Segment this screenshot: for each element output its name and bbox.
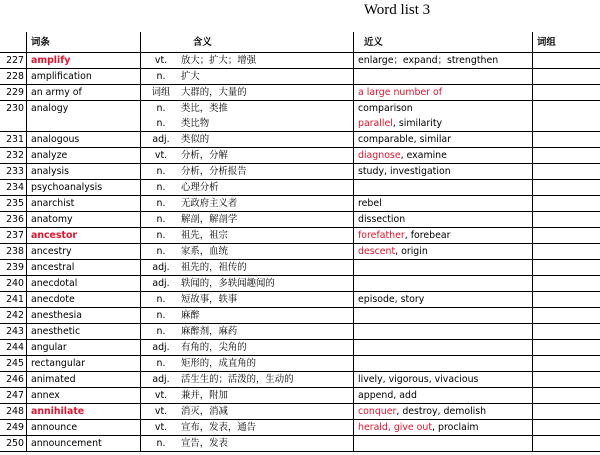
row-synonym [354,228,533,244]
row-synonym [354,180,533,196]
row-meaning: 有角的，尖角的 [181,340,354,356]
header-synonym: 近义 [354,32,533,53]
row-part-of-speech: adj. [141,132,182,148]
row-word [27,116,141,132]
table-row [0,101,600,117]
row-part-of-speech: n. [156,103,166,114]
row-word: ancestral [27,260,141,276]
row-meaning: 类比物 [181,116,354,132]
header-word: 词条 [27,32,141,53]
table-row [0,324,600,340]
row-meaning: 大群的，大量的 [181,85,354,101]
row-meaning: 宣布，发表，通告 [181,420,354,436]
row-part-of-speech: vt. [141,404,182,420]
row-part-of-speech: adj. [141,260,182,276]
row-word: amplification [27,69,141,85]
row-meaning: 分析，分解 [181,148,354,164]
row-number: 236 [0,212,27,228]
row-synonym: comparable, similar [354,132,533,148]
row-number: 242 [0,308,27,324]
table-row [0,228,600,244]
header-group: 词组 [533,32,600,53]
table-row [0,404,600,420]
row-part-of-speech: n. [141,436,182,452]
row-meaning: 祖先的，祖传的 [181,260,354,276]
row-group [533,101,600,117]
table-row [0,164,600,180]
synonym-rest: , proclaim [432,422,479,433]
table-row [0,196,600,212]
row-word: anarchist [27,196,141,212]
row-number: 228 [0,69,27,85]
row-group [533,340,600,356]
row-part-of-speech: n. [141,69,182,85]
row-synonym [354,324,533,340]
row-synonym [354,244,533,260]
table-row [0,69,600,85]
row-part-of-speech: adj. [141,340,182,356]
row-word: anecdote [27,292,141,308]
table-row [0,356,600,372]
table-row [0,308,600,324]
row-number: 248 [0,404,27,420]
row-number [0,116,27,132]
row-number: 240 [0,276,27,292]
row-group [533,324,600,340]
row-group [533,308,600,324]
row-synonym [354,276,533,292]
row-synonym [354,404,533,420]
row-number: 241 [0,292,27,308]
synonym-rest: , origin [395,246,428,257]
row-group [533,132,600,148]
row-meaning: 短故事，轶事 [181,292,354,308]
table-row [0,116,600,132]
table-header-row [0,32,600,53]
table-row [0,436,600,452]
table-row [0,260,600,276]
row-meaning: 无政府主义者 [181,196,354,212]
row-synonym: study, investigation [354,164,533,180]
row-group [533,116,600,132]
row-meaning: 活生生的；活泼的，生动的 [181,372,354,388]
row-group [533,212,600,228]
row-synonym [354,116,533,132]
synonym-rest: , destroy, demolish [396,406,487,417]
row-group [533,69,600,85]
row-word: anesthetic [27,324,141,340]
row-synonym [354,420,533,436]
row-number: 247 [0,388,27,404]
row-synonym: episode, story [354,292,533,308]
table-row [0,132,600,148]
row-group [533,276,600,292]
table-row [0,276,600,292]
row-number: 238 [0,244,27,260]
table-row [0,388,600,404]
row-synonym [354,356,533,372]
row-number: 239 [0,260,27,276]
table-row [0,212,600,228]
header-number [0,32,27,53]
row-group [533,388,600,404]
row-part-of-speech: vt. [141,388,182,404]
row-part-of-speech: n. [141,244,182,260]
row-word: anecdotal [27,276,141,292]
row-part-of-speech: n. [141,228,182,244]
synonym-rest: , forebear [404,230,451,241]
row-part-of-speech: vt. [141,53,182,69]
row-number: 232 [0,148,27,164]
row-meaning: 类似的 [181,132,354,148]
row-word: analyze [27,148,141,164]
row-meaning: 分析，分析报告 [181,164,354,180]
row-word: annex [27,388,141,404]
row-group [533,228,600,244]
row-part-of-speech: 词组 [141,85,182,101]
row-word: angular [27,340,141,356]
row-meaning: 轶闻的，多轶闻趣闻的 [181,276,354,292]
row-group [533,180,600,196]
table-row [0,85,600,101]
row-word: psychoanalysis [27,180,141,196]
row-part-of-speech: n. [141,356,182,372]
row-group [533,85,600,101]
row-synonym [354,148,533,164]
row-number: 250 [0,436,27,452]
row-synonym: lively, vigorous, vivacious [354,372,533,388]
row-word: anesthesia [27,308,141,324]
row-meaning: 放大；扩大；增强 [181,53,354,69]
row-number: 237 [0,228,27,244]
synonym-rest: , examine [400,150,447,161]
row-synonym: dissection [354,212,533,228]
row-meaning: 宣告，发表 [181,436,354,452]
row-group [533,436,600,452]
row-part-of-speech: n. [141,212,182,228]
page-title: Word list 3 [363,2,431,18]
row-meaning: 类比，类推 [181,101,354,117]
synonym-highlight: forefather [358,230,405,241]
row-synonym [354,260,533,276]
row-meaning: 消灭，消减 [181,404,354,420]
word-list-table [0,32,600,452]
row-number: 235 [0,196,27,212]
synonym-highlight: diagnose [358,150,401,161]
row-word: ancestry [27,244,141,260]
synonym-highlight: descent [358,246,396,257]
row-meaning: 祖先，祖宗 [181,228,354,244]
table-row [0,180,600,196]
synonym-rest: , similarity [392,118,443,129]
row-part-of-speech: n. [141,196,182,212]
row-number: 246 [0,372,27,388]
synonym-highlight: conquer [358,406,397,417]
table-row [0,372,600,388]
row-part-of-speech: adj. [141,372,182,388]
row-number: 233 [0,164,27,180]
row-meaning: 心理分析 [181,180,354,196]
header-pos [141,32,182,53]
row-word: an army of [27,85,141,101]
row-number: 244 [0,340,27,356]
row-meaning: 矩形的，成直角的 [181,356,354,372]
row-group [533,164,600,180]
row-synonym: rebel [354,196,533,212]
row-word: anatomy [27,212,141,228]
row-word: announcement [27,436,141,452]
row-group [533,292,600,308]
row-number: 243 [0,324,27,340]
row-group [533,420,600,436]
row-part-of-speech: n. [141,292,182,308]
row-word: analogy [27,101,141,117]
row-meaning: 扩大 [181,69,354,85]
table-row [0,420,600,436]
row-number: 230 [0,101,27,117]
row-synonym: a large number of [354,85,533,101]
row-part-of-speech: adj. [141,276,182,292]
row-synonym: append, add [354,388,533,404]
synonym-highlight: parallel [358,118,393,129]
row-group [533,148,600,164]
row-group [533,356,600,372]
row-part-of-speech: n. [141,180,182,196]
row-synonym: enlarge；expand；strengthen [354,53,533,69]
row-part-of-speech: n. [141,164,182,180]
row-meaning: 麻醉 [181,308,354,324]
row-meaning: 麻醉剂，麻药 [181,324,354,340]
row-synonym [354,436,533,452]
row-number: 231 [0,132,27,148]
header-meaning: 含义 [181,32,354,53]
row-synonym [354,340,533,356]
row-meaning: 兼并，附加 [181,388,354,404]
table-row [0,340,600,356]
table-row [0,148,600,164]
row-word: rectangular [27,356,141,372]
row-meaning: 家系，血统 [181,244,354,260]
table-row [0,53,600,69]
row-group [533,260,600,276]
row-group [533,372,600,388]
row-word: annihilate [27,404,141,420]
row-part-of-speech: n. [141,324,182,340]
row-synonym: comparison [354,101,533,117]
row-part-of-speech: n. [141,308,182,324]
row-word: analysis [27,164,141,180]
row-group [533,244,600,260]
row-group [533,404,600,420]
synonym-highlight: herald, give out [358,422,433,433]
table-row [0,244,600,260]
row-number: 245 [0,356,27,372]
row-group [533,53,600,69]
row-word: announce [27,420,141,436]
row-part-of-speech: vt. [141,420,182,436]
row-number: 234 [0,180,27,196]
row-synonym [354,308,533,324]
row-word: amplify [27,53,141,69]
row-group [533,196,600,212]
row-number: 249 [0,420,27,436]
table-row [0,292,600,308]
row-synonym [354,69,533,85]
row-part-of-speech: n. [141,116,182,132]
row-number: 229 [0,85,27,101]
row-word: ancestor [27,228,141,244]
row-meaning: 解剖，解剖学 [181,212,354,228]
row-word: animated [27,372,141,388]
row-part-of-speech: vt. [141,148,182,164]
row-number: 227 [0,53,27,69]
row-word: analogous [27,132,141,148]
